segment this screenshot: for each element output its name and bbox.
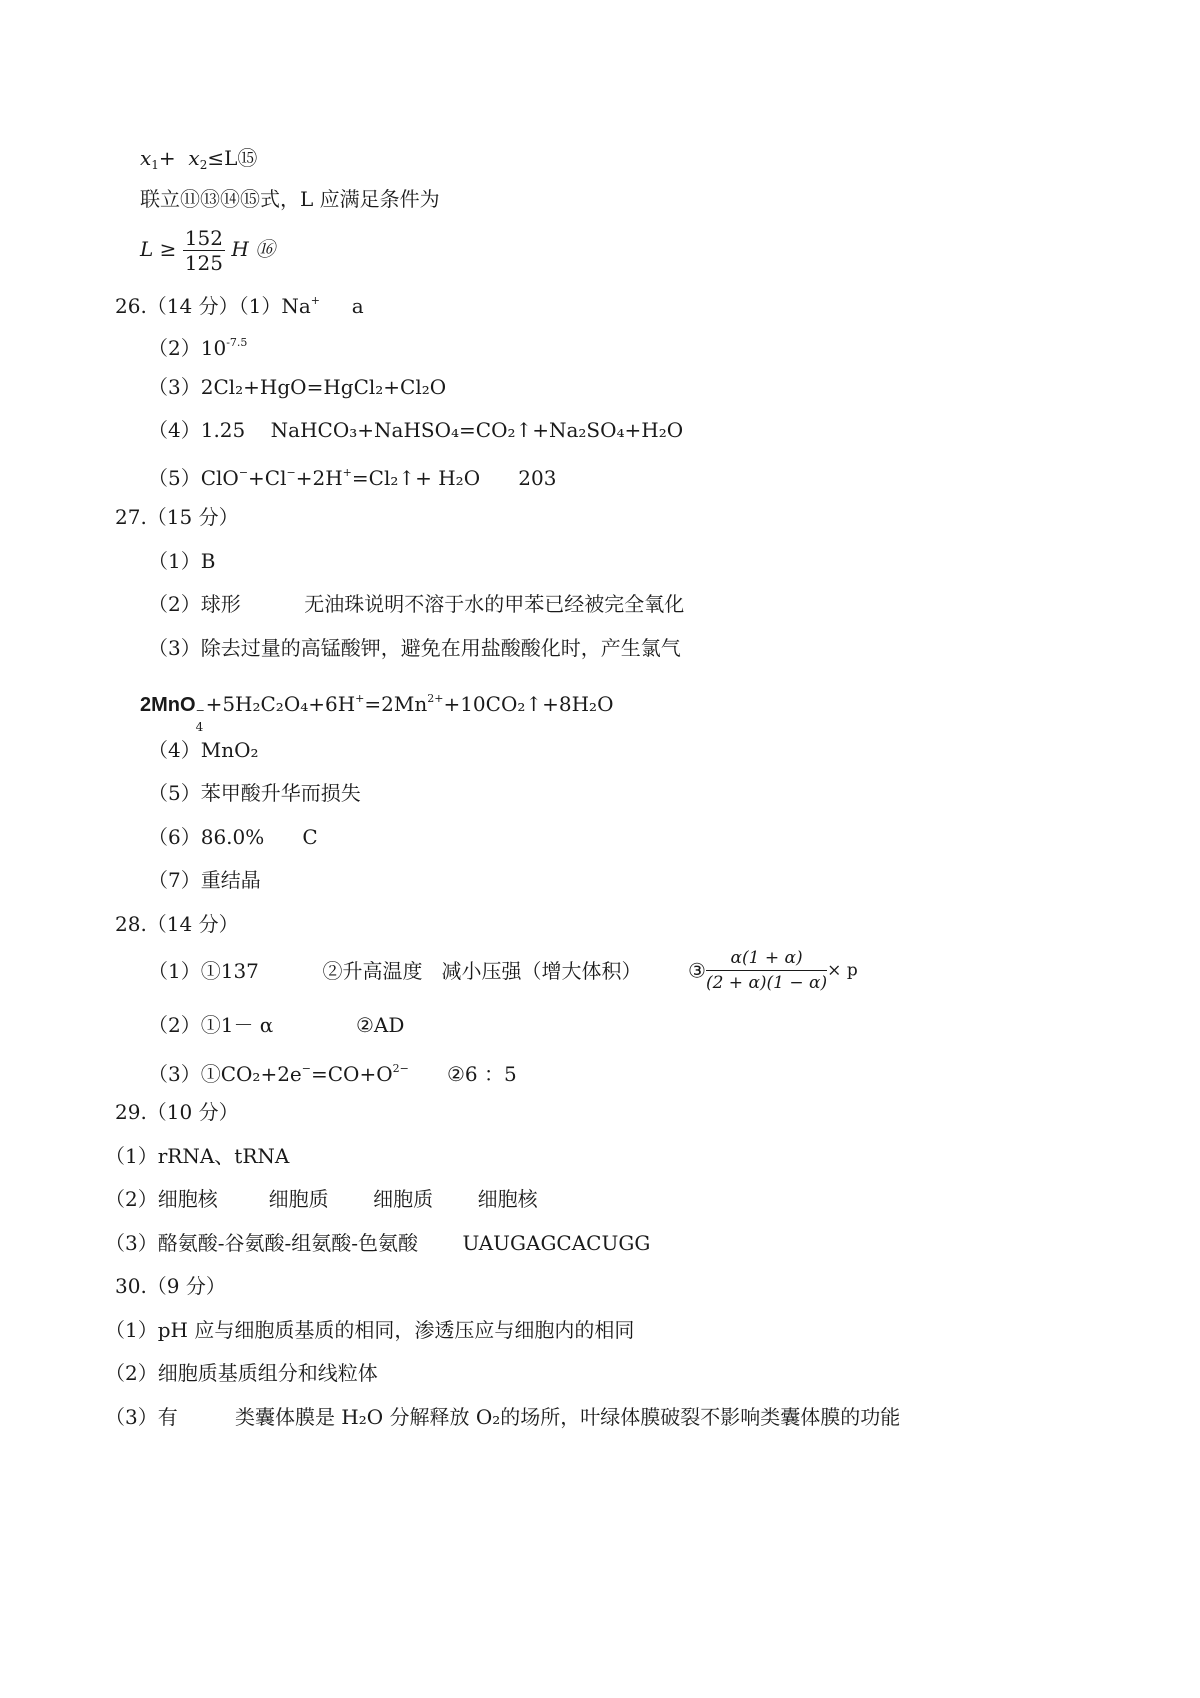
var-H: H ⑯ (231, 237, 276, 261)
subscript: 1 (151, 158, 159, 172)
superscript: 2+ (427, 692, 444, 705)
q28-1-kp-expression (688, 946, 858, 995)
subscript: 2 (199, 158, 208, 172)
fraction (183, 226, 225, 275)
superscript: − (238, 466, 249, 479)
q30-3: （3）有 类囊体膜是 H₂O 分解释放 O₂的场所，叶绿体膜破裂不影响类囊体膜的功能 (105, 1405, 901, 1429)
superscript: + (355, 692, 365, 705)
q30-heading: 30.（9 分） (115, 1274, 226, 1298)
q28-heading: 28.（14 分） (115, 912, 239, 936)
q26-heading (115, 289, 364, 318)
equation-part: +10CO₂↑+8H₂O (443, 692, 614, 716)
equation-part: +5H₂C₂O₄+6H (205, 692, 356, 716)
superscript: + (310, 294, 320, 307)
q26-3: （3）2Cl₂+HgO=HgCl₂+Cl₂O (148, 375, 447, 399)
numerator: 152 (184, 226, 223, 250)
q27-heading: 27.（15 分） (115, 505, 239, 529)
circled-3: ③ (688, 958, 706, 983)
denominator: 125 (184, 251, 223, 275)
q28-3-part: （3）①CO₂+2e (148, 1062, 302, 1086)
q27-7: （7）重结晶 (148, 868, 261, 892)
q26-1-answer: a (319, 294, 364, 318)
times-p: × p (827, 960, 858, 981)
var-x2: x (188, 146, 200, 170)
q27-4: （4）MnO₂ (148, 738, 259, 762)
superscript: + (342, 466, 352, 479)
q27-1: （1）B (148, 549, 216, 573)
var-L: L ≥ (140, 237, 183, 261)
equation-part: =2Mn (364, 692, 428, 716)
numerator: α(1 + α) (706, 946, 827, 971)
permanganate: 2MnO (140, 694, 196, 716)
kp-fraction (706, 946, 827, 995)
q26-5-part: +Cl (248, 466, 287, 490)
q29-2: （2）细胞核 细胞质 细胞质 细胞核 (105, 1187, 538, 1211)
q28-3 (148, 1057, 517, 1086)
q27-3: （3）除去过量的高锰酸钾，避免在用盐酸酸化时，产生氯气 (148, 636, 681, 660)
q28-1: （1）①137 ②升高温度 减小压强（增大体积） (148, 959, 642, 983)
var-x1: x (140, 146, 152, 170)
q26-5 (148, 461, 556, 490)
combine-statement: 联立⑪⑬⑭⑮式，L 应满足条件为 (140, 187, 440, 211)
equation-line-15 (140, 146, 257, 177)
superscript: − (286, 466, 296, 479)
q28-3-part: =CO+O (310, 1062, 393, 1086)
superscript: 2− (392, 1062, 409, 1075)
superscript: − (195, 704, 205, 717)
q26-5-part: =Cl₂↑+ H₂O 203 (351, 466, 557, 490)
equation-line-16 (140, 226, 275, 275)
q28-2: （2）①1－ α ②AD (148, 1013, 405, 1037)
q30-2: （2）细胞质基质组分和线粒体 (105, 1361, 378, 1385)
q29-heading: 29.（10 分） (115, 1100, 239, 1124)
superscript: -7.5 (226, 336, 248, 349)
q29-3: （3）酪氨酸-谷氨酸-组氨酸-色氨酸 UAUGAGCACUGG (105, 1231, 651, 1255)
q26-title: 26.（14 分）（1）Na (115, 294, 311, 318)
q26-2-text: （2）10 (148, 336, 227, 360)
superscript: − (301, 1062, 311, 1075)
q26-5-part: +2H (295, 466, 343, 490)
q26-4: （4）1.25 NaHCO₃+NaHSO₄=CO₂↑+Na₂SO₄+H₂O (148, 418, 684, 442)
plus: + (158, 146, 183, 170)
q30-1: （1）pH 应与细胞质基质的相同，渗透压应与细胞内的相同 (105, 1318, 635, 1342)
q28-3-part: ②6 ：5 (408, 1062, 517, 1086)
q26-5-part: （5）ClO (148, 466, 239, 490)
q27-2: （2）球形 无油珠说明不溶于水的甲苯已经被完全氧化 (148, 592, 685, 616)
q27-5: （5）苯甲酸升华而损失 (148, 781, 361, 805)
denominator: (2 + α)(1 − α) (705, 973, 828, 993)
q26-2 (148, 331, 247, 360)
q27-6: （6）86.0% C (148, 825, 318, 849)
q27-equation (140, 687, 614, 734)
subscript: 4 (195, 720, 204, 734)
q29-1: （1）rRNA、tRNA (105, 1144, 290, 1168)
inequality-tail: ≤L⑮ (207, 146, 258, 170)
